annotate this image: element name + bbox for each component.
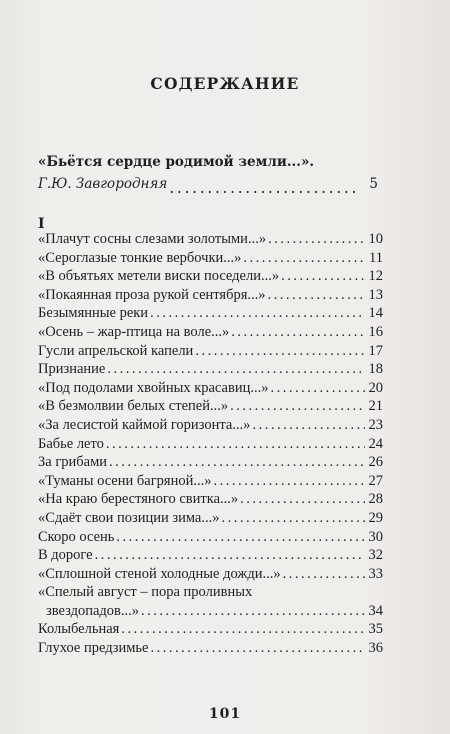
toc-entry-page: 36: [368, 639, 383, 656]
leader-dots: [231, 324, 365, 341]
toc-entry: [38, 398, 383, 417]
toc-entry-title: «Спелый август – пора проливных: [38, 584, 253, 601]
toc-entry-page: 35: [368, 621, 383, 638]
leader-dots: [121, 621, 365, 638]
toc-entry-title: «В безмолвии белых степей...»: [38, 398, 229, 415]
toc-entry-title: «Сдаёт свои позиции зима...»: [38, 509, 220, 526]
toc-entry-title: «На краю берестяного свитка...»: [38, 491, 239, 508]
toc-entry: [38, 529, 383, 548]
toc-entry-title: «Сплошной стеной холодные дожди...»: [38, 565, 281, 582]
toc-entry: [38, 510, 383, 529]
leader-dots: [195, 343, 365, 360]
toc-entry-title: Глухое предзимье: [38, 639, 149, 656]
toc-entry-title-cont: звездопадов...»: [46, 602, 139, 619]
toc-entry-title: «Под подолами хвойных красавиц...»: [38, 379, 269, 396]
toc-entry: [38, 584, 383, 621]
leader-dots: [270, 380, 365, 397]
toc-entry-title: Колыбельная: [38, 621, 120, 638]
leader-dots: [213, 473, 365, 490]
leader-dots: [240, 491, 365, 508]
toc-entry-page: 14: [368, 305, 383, 322]
toc-entry: [38, 231, 383, 250]
leader-dots: [283, 566, 365, 583]
toc-entry-page: 33: [368, 565, 383, 582]
leader-dots: [141, 603, 365, 620]
toc-entry-title: «За лесистой каймой горизонта...»: [38, 416, 251, 433]
toc-entry: [38, 305, 383, 324]
leader-dots: [243, 250, 365, 267]
toc-entry-title: «Туманы осени багряной...»: [38, 472, 212, 489]
toc-entry-title: «Сероглазые тонкие вербочки...»: [38, 249, 242, 266]
toc-entry: [38, 250, 383, 269]
toc-entry: [38, 436, 383, 455]
toc-entry: [38, 621, 383, 640]
toc-entry-page: 18: [368, 361, 383, 378]
toc-entry: [38, 454, 383, 473]
page-title: СОДЕРЖАНИЕ: [150, 74, 300, 93]
leader-dots: [107, 361, 365, 378]
leader-dots: [116, 529, 365, 546]
toc-entry-page: 16: [368, 323, 383, 340]
toc-entry-page: 20: [368, 379, 383, 396]
toc-entry: [38, 380, 383, 399]
toc-entry-title: «Покаянная проза рукой сентября...»: [38, 286, 266, 303]
toc-entry-page: 12: [368, 268, 383, 285]
toc-entry-title: «Плачут сосны слезами золотыми...»: [38, 231, 267, 247]
page-number: 101: [208, 706, 242, 722]
toc-entry-page: 10: [368, 231, 383, 247]
toc-entry-title: Признание: [38, 361, 106, 378]
intro-entry: [38, 176, 378, 197]
section-heading: I: [38, 216, 45, 232]
toc-entry: [38, 287, 383, 306]
toc-entry: [38, 343, 383, 362]
toc-entry-page: 26: [368, 454, 383, 471]
toc-entry-title: «Осень – жар-птица на воле...»: [38, 323, 230, 340]
toc-entry-page: 23: [368, 416, 383, 433]
leader-dots: [106, 436, 365, 453]
toc-entry-title: В дороге: [38, 547, 93, 564]
toc-entry: [38, 324, 383, 343]
toc-entry: [38, 640, 383, 659]
toc-entry-title: Безымянные реки: [38, 305, 149, 322]
leader-dots: [151, 640, 366, 657]
leader-dots: [252, 417, 365, 434]
toc-entry: [38, 491, 383, 510]
intro-author: Г.Ю. Завгородняя: [38, 176, 168, 192]
toc-entry-page: 34: [368, 602, 383, 619]
toc-entry: [38, 473, 383, 492]
toc-entry-page: 30: [368, 528, 383, 545]
toc-entry: [38, 566, 383, 585]
toc-entry-title: Гусли апрельской капели: [38, 342, 194, 359]
leader-dots: [150, 305, 365, 322]
leader-dots: [268, 287, 366, 304]
intro-title: «Бьётся сердце родимой земли...».: [38, 154, 315, 170]
toc-entry-page: 24: [368, 435, 383, 452]
leader-dots: [268, 231, 365, 248]
toc-entry-page: 32: [368, 547, 383, 564]
toc-entry-page: 28: [368, 491, 383, 508]
toc-entry: [38, 417, 383, 436]
leader-dots: [95, 547, 365, 564]
leader-dots: [281, 268, 365, 285]
toc-entry-title: Скоро осень: [38, 528, 115, 545]
toc-entry-page: 27: [368, 472, 383, 489]
toc-entry: [38, 361, 383, 380]
leader-dots: [169, 178, 360, 197]
toc-entry-page: 29: [368, 509, 383, 526]
leader-dots: [109, 454, 365, 471]
toc-entry-page: 13: [368, 286, 383, 303]
toc-list: [38, 231, 383, 658]
toc-entry-page: 11: [369, 249, 383, 266]
toc-entry-title: За грибами: [38, 454, 108, 471]
toc-entry-title: Бабье лето: [38, 435, 104, 452]
toc-entry: [38, 547, 383, 566]
leader-dots: [230, 398, 365, 415]
toc-entry-page: 21: [368, 398, 383, 415]
leader-dots: [221, 510, 365, 527]
intro-page: 5: [369, 176, 378, 192]
toc-entry-page: 17: [368, 342, 383, 359]
toc-entry: [38, 268, 383, 287]
toc-entry-title: «В объятьях метели виски поседели...»: [38, 268, 280, 285]
